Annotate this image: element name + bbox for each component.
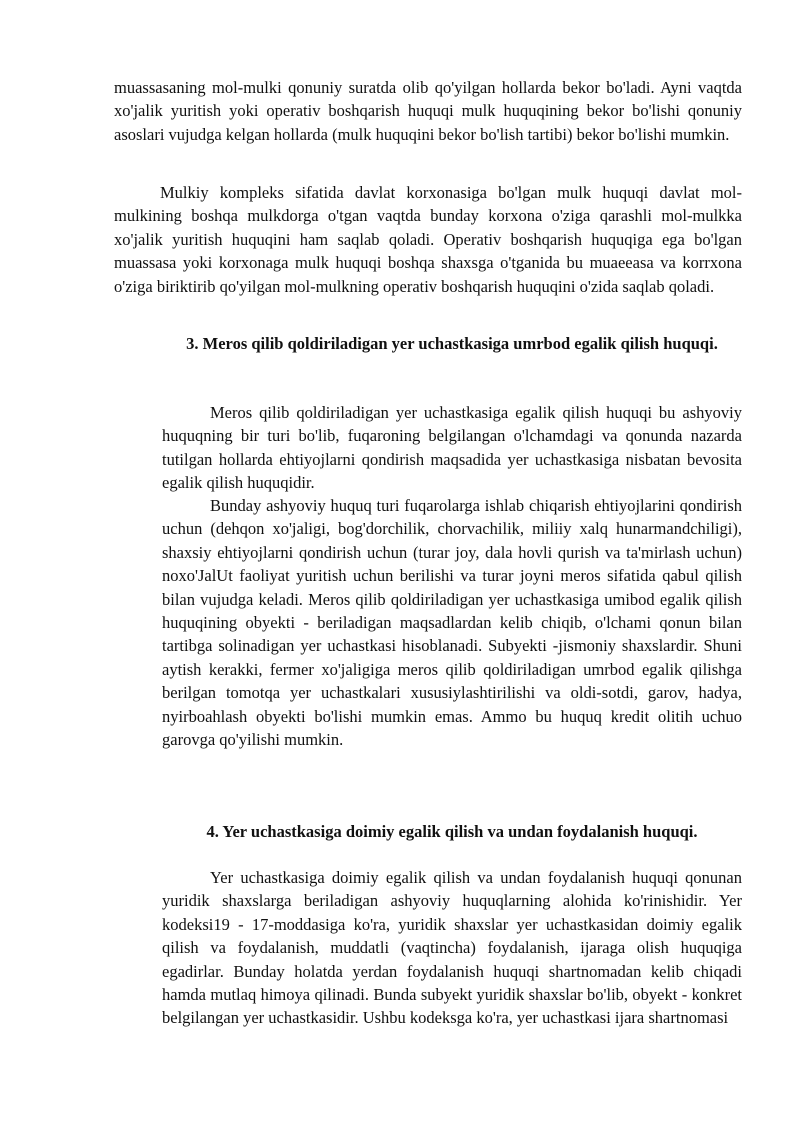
section-3-heading: 3. Meros qilib qoldiriladigan yer uchastkasiga umrbod egalik qilish huquqi.	[186, 334, 718, 353]
section-3-paragraph-2: Bunday ashyoviy huquq turi fuqarolarga ishlab chiqarish ehtiyojlarini qondirish uchun (dehqon xo'jaligi, bog'dorchilik, chorvachilik, miliiy xalq hunarmandchiligi), shaxsiy ehtiyojlarni qondirish uchun (turar joy, dala hovli qurish va ta'mirlash uchun) noxo'JalUt faoliyat yuritish uchun berilishi va turar joyni meros sifatida qabul qilish bilan vujudga keladi. Meros qilib qoldiriladigan yer uchastkasiga umibod egalik qilish huquqining obyekti - beriladigan maqsadlardan kelib chiqib, o'lchami qonun bilan tartibga solinadigan yer uchastkasi hisoblanadi. Subyekti -jismoniy shaxslardir. Shuni aytish kerakki, fermer xo'jaligiga meros qilib qoldiriladigan umrbod egalik qilishga berilgan tomotqa yer uchastkalari xususiylashtirilishi va oldi-sotdi, garov, hadya, nyirboahlash obyekti bo'lishi mumkin emas. Ammo bu huquq kredit olitih uchuo garovga qo'yilishi mumkin.	[162, 496, 742, 750]
section-4-heading: 4. Yer uchastkasiga doimiy egalik qilish va undan foydalanish huquqi.	[206, 822, 698, 841]
section-3-paragraph-1: Meros qilib qoldiriladigan yer uchastkasiga egalik qilish huquqi bu ashyoviy huquqning bir turi bo'lib, fuqaroning belgilangan o'lchamdagi va qonunda nazarda tutilgan hollarda ehtiyojlarni qondirish maqsadida yer uchastkasiga nisbatan bevosita egalik qilish huquqidir.	[162, 403, 742, 493]
paragraph-mulkiy-kompleks: Mulkiy kompleks sifatida davlat korxonasiga bo'lgan mulk huquqi davlat mol-mulkining boshqa mulkdorga o'tgan vaqtda bunday korxona o'ziga qarashli mol-mulkka xo'jalik yuritish huquqini ham saqlab qoladi. Operativ boshqarish huquqiga ega bo'lgan muassasa yoki korxonaga mulk huquqi boshqa shaxsga o'tganida bu muaeeasa va korrxona o'ziga biriktirib qo'yilgan mol-mulkning operativ boshqarish huquqini o'zida saqlab qoladi.	[114, 183, 742, 296]
paragraph-continuation: muassasaning mol-mulki qonuniy suratda olib qo'yilgan hollarda bekor bo'ladi. Ayni vaqtda xo'jalik yuritish yoki operativ boshqarish huquqi mulk huquqining bekor bo'lishi qonuniy asoslari vujudga kelgan hollarda (mulk huquqini bekor bo'lish tartibi) bekor bo'lishi mumkin.	[114, 78, 742, 144]
section-4-paragraph-1: Yer uchastkasiga doimiy egalik qilish va undan foydalanish huquqi qonunan yuridik shaxslarga beriladigan ashyoviy huquqlarning alohida ko'rinishidir. Yer kodeksi19 - 17-moddasiga ko'ra, yuridik shaxslar yer uchastkasidan doimiy egalik qilish va foydalanish, muddatli (vaqtincha) foydalanish, ijaraga olish huquqiga egadirlar. Bunday holatda yerdan foydalanish huquqi shartnomadan kelib chiqadi hamda mutlaq himoya qilinadi. Bunda subyekt yuridik shaxslar bo'lib, obyekt - konkret belgilangan yer uchastkasidir. Ushbu kodeksga ko'ra, yer uchastkasi ijara shartnomasi	[162, 868, 742, 1028]
